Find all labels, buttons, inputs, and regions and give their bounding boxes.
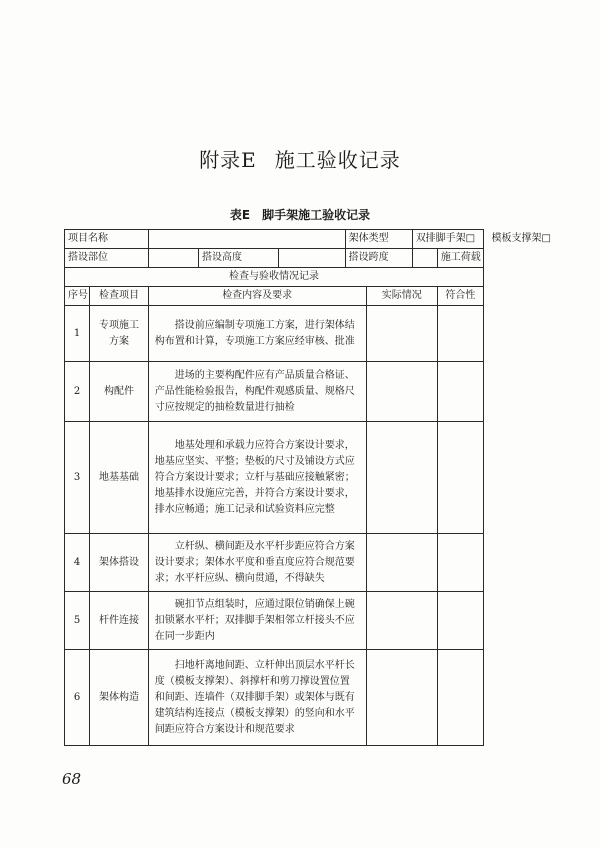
row-compliance[interactable] [437,534,483,592]
appendix-heading: 施工验收记录 [274,148,401,172]
appendix-label: 附录E [199,148,257,172]
setup-location-value[interactable] [148,249,198,268]
row-content: 扫地杆离地间距、立杆伸出顶层水平杆长度（模板支撑架）、斜撑杆和剪刀撑设置位置和间距、连墙件（双排脚手架）或架体与既有建筑结构连接点（模板支撑架）的竖向和水平间距应符合方案设计和规范要求 [148,650,366,746]
row-compliance[interactable] [437,422,483,534]
row-number: 3 [65,422,90,534]
table-row [65,306,484,362]
construction-load-label: 施工荷载 [437,249,483,268]
row-actual[interactable] [366,306,437,362]
table-caption [0,206,600,223]
page-number: 68 [62,770,82,788]
table-row [65,534,484,592]
section-title: 检查与验收情况记录 [65,268,484,287]
row-actual[interactable] [366,650,437,746]
header-row-project [65,230,484,249]
row-compliance[interactable] [437,592,483,650]
table-caption-label: 表E [229,208,251,222]
row-item: 地基基础 [90,422,149,534]
row-actual[interactable] [366,534,437,592]
column-header-row [65,287,484,306]
col-header-actual: 实际情况 [366,287,437,306]
project-name-label: 项目名称 [65,230,149,249]
setup-height-value[interactable] [278,249,345,268]
row-item: 专项施工方案 [90,306,149,362]
row-item: 构配件 [90,362,149,422]
row-content: 进场的主要构配件应有产品质量合格证、产品性能检验报告，构配件观感质量、规格尺寸应按规定的抽检数量进行抽检 [148,362,366,422]
row-content: 地基处理和承载力应符合方案设计要求，地基应坚实、平整；垫板的尺寸及铺设方式应符合方案设计要求；立杆与基础应接触紧密；地基排水设施应完善，并符合方案设计要求，排水应畅通；施工记录和试验资料应完整 [148,422,366,534]
row-number: 6 [65,650,90,746]
setup-span-value[interactable] [412,249,437,268]
row-number: 4 [65,534,90,592]
acceptance-record-table [64,229,551,746]
col-header-item: 检查项目 [90,287,149,306]
row-actual[interactable] [366,362,437,422]
appendix-title [0,144,600,173]
row-compliance[interactable] [437,650,483,746]
row-number: 5 [65,592,90,650]
row-actual[interactable] [366,592,437,650]
row-item: 杆件连接 [90,592,149,650]
setup-height-label: 搭设高度 [199,249,279,268]
setup-location-label: 搭设部位 [65,249,149,268]
setup-span-label: 搭设跨度 [345,249,412,268]
table-row [65,362,484,422]
table-row [65,422,484,534]
row-item: 架体搭设 [90,534,149,592]
row-content: 立杆纵、横间距及水平杆步距应符合方案设计要求；架体水平度和垂直度应符合规范要求；水平杆应纵、横向贯通，不得缺失 [148,534,366,592]
option-formwork[interactable]: 模板支撑架□ [491,233,551,244]
row-compliance[interactable] [437,362,483,422]
header-row-setup [65,249,484,268]
project-name-value[interactable] [148,230,345,249]
section-title-row [65,268,484,287]
col-header-compliance: 符合性 [437,287,483,306]
frame-type-label: 架体类型 [345,230,412,249]
row-compliance[interactable] [437,306,483,362]
row-item: 架体构造 [90,650,149,746]
row-actual[interactable] [366,422,437,534]
col-header-content: 检查内容及要求 [148,287,366,306]
col-header-no: 序号 [65,287,90,306]
row-number: 2 [65,362,90,422]
row-content: 搭设前应编制专项施工方案，进行架体结构布置和计算，专项施工方案应经审核、批准 [148,306,366,362]
table-row [65,650,484,746]
table-caption-title: 脚手架施工验收记录 [262,208,371,222]
table-row [65,592,484,650]
frame-type-options[interactable] [412,230,551,249]
row-number: 1 [65,306,90,362]
option-double-row[interactable]: 双排脚手架□ [415,233,476,244]
row-content: 碗扣节点组装时，应通过限位销确保上碗扣锁紧水平杆；双排脚手架相邻立杆接头不应在同一步距内 [148,592,366,650]
